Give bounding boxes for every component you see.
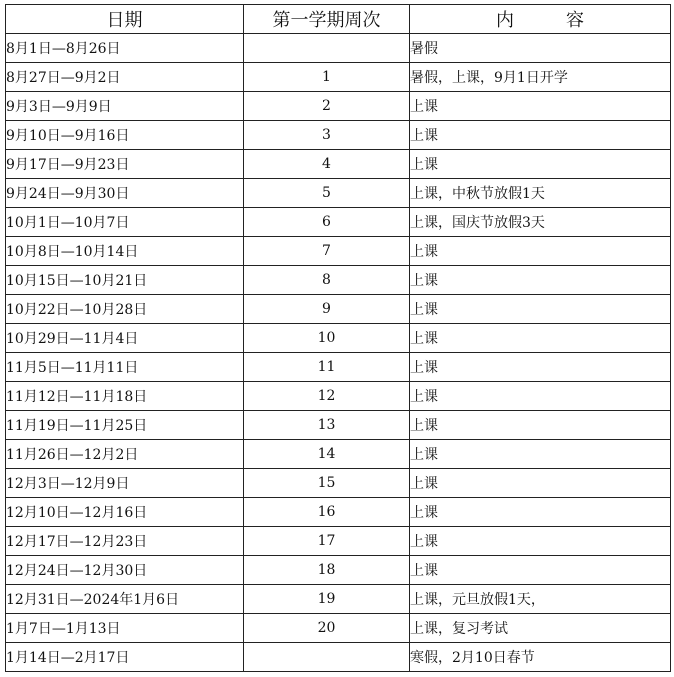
cell-week: 1 (244, 63, 410, 92)
cell-week: 20 (244, 614, 410, 643)
table-row (6, 498, 671, 527)
cell-content: 上课 (410, 440, 671, 469)
cell-week: 7 (244, 237, 410, 266)
cell-content: 上课 (410, 382, 671, 411)
cell-date: 11月12日—11月18日 (6, 382, 244, 411)
cell-content: 上课 (410, 556, 671, 585)
table-row (6, 614, 671, 643)
cell-content: 上课 (410, 324, 671, 353)
cell-date: 11月19日—11月25日 (6, 411, 244, 440)
cell-week: 14 (244, 440, 410, 469)
table-row (6, 527, 671, 556)
cell-content: 上课 (410, 266, 671, 295)
cell-content: 上课 (410, 411, 671, 440)
table-row (6, 179, 671, 208)
cell-date: 12月3日—12月9日 (6, 469, 244, 498)
cell-content: 上课，元旦放假1天， (410, 585, 671, 614)
table-row (6, 208, 671, 237)
table-row (6, 295, 671, 324)
cell-date: 1月7日—1月13日 (6, 614, 244, 643)
cell-content: 寒假，2月10日春节 (410, 643, 671, 672)
cell-week (244, 34, 410, 63)
cell-week: 18 (244, 556, 410, 585)
cell-content: 上课，复习考试 (410, 614, 671, 643)
cell-week: 17 (244, 527, 410, 556)
cell-week: 19 (244, 585, 410, 614)
cell-week: 13 (244, 411, 410, 440)
cell-week: 5 (244, 179, 410, 208)
cell-date: 9月24日—9月30日 (6, 179, 244, 208)
cell-date: 12月17日—12月23日 (6, 527, 244, 556)
cell-week: 3 (244, 121, 410, 150)
cell-content: 上课 (410, 237, 671, 266)
cell-week: 4 (244, 150, 410, 179)
cell-date: 9月10日—9月16日 (6, 121, 244, 150)
table-row (6, 63, 671, 92)
cell-date: 10月1日—10月7日 (6, 208, 244, 237)
cell-date: 10月15日—10月21日 (6, 266, 244, 295)
cell-week: 15 (244, 469, 410, 498)
cell-content: 上课，中秋节放假1天 (410, 179, 671, 208)
cell-date: 9月3日—9月9日 (6, 92, 244, 121)
table-row (6, 556, 671, 585)
cell-date: 9月17日—9月23日 (6, 150, 244, 179)
header-row (6, 5, 671, 34)
table-row (6, 382, 671, 411)
cell-content: 上课 (410, 353, 671, 382)
cell-date: 10月22日—10月28日 (6, 295, 244, 324)
table-row (6, 34, 671, 63)
table-row (6, 440, 671, 469)
cell-date: 12月10日—12月16日 (6, 498, 244, 527)
cell-date: 10月8日—10月14日 (6, 237, 244, 266)
table-row (6, 324, 671, 353)
cell-week: 6 (244, 208, 410, 237)
table-row (6, 411, 671, 440)
cell-date: 11月26日—12月2日 (6, 440, 244, 469)
semester-schedule-table (5, 4, 671, 672)
table-row (6, 150, 671, 179)
cell-date: 12月24日—12月30日 (6, 556, 244, 585)
cell-content: 上课 (410, 92, 671, 121)
cell-content: 暑假，上课，9月1日开学 (410, 63, 671, 92)
cell-date: 11月5日—11月11日 (6, 353, 244, 382)
cell-content: 上课 (410, 498, 671, 527)
cell-date: 1月14日—2月17日 (6, 643, 244, 672)
cell-week: 8 (244, 266, 410, 295)
cell-week (244, 643, 410, 672)
cell-content: 上课 (410, 469, 671, 498)
cell-content: 上课，国庆节放假3天 (410, 208, 671, 237)
cell-date: 8月1日—8月26日 (6, 34, 244, 63)
cell-date: 10月29日—11月4日 (6, 324, 244, 353)
cell-content: 暑假 (410, 34, 671, 63)
header-date: 日期 (6, 5, 244, 34)
cell-date: 12月31日—2024年1月6日 (6, 585, 244, 614)
cell-week: 2 (244, 92, 410, 121)
cell-date: 8月27日—9月2日 (6, 63, 244, 92)
table-row (6, 237, 671, 266)
cell-week: 10 (244, 324, 410, 353)
table-row (6, 266, 671, 295)
cell-content: 上课 (410, 295, 671, 324)
table-row (6, 92, 671, 121)
table-row (6, 353, 671, 382)
table-row (6, 585, 671, 614)
header-content (410, 5, 671, 34)
cell-week: 12 (244, 382, 410, 411)
header-content-label: 内容 (496, 10, 636, 31)
table-row (6, 469, 671, 498)
table-row (6, 643, 671, 672)
cell-content: 上课 (410, 150, 671, 179)
cell-week: 9 (244, 295, 410, 324)
cell-content: 上课 (410, 527, 671, 556)
cell-week: 16 (244, 498, 410, 527)
cell-content: 上课 (410, 121, 671, 150)
header-week: 第一学期周次 (244, 5, 410, 34)
cell-week: 11 (244, 353, 410, 382)
table-row (6, 121, 671, 150)
